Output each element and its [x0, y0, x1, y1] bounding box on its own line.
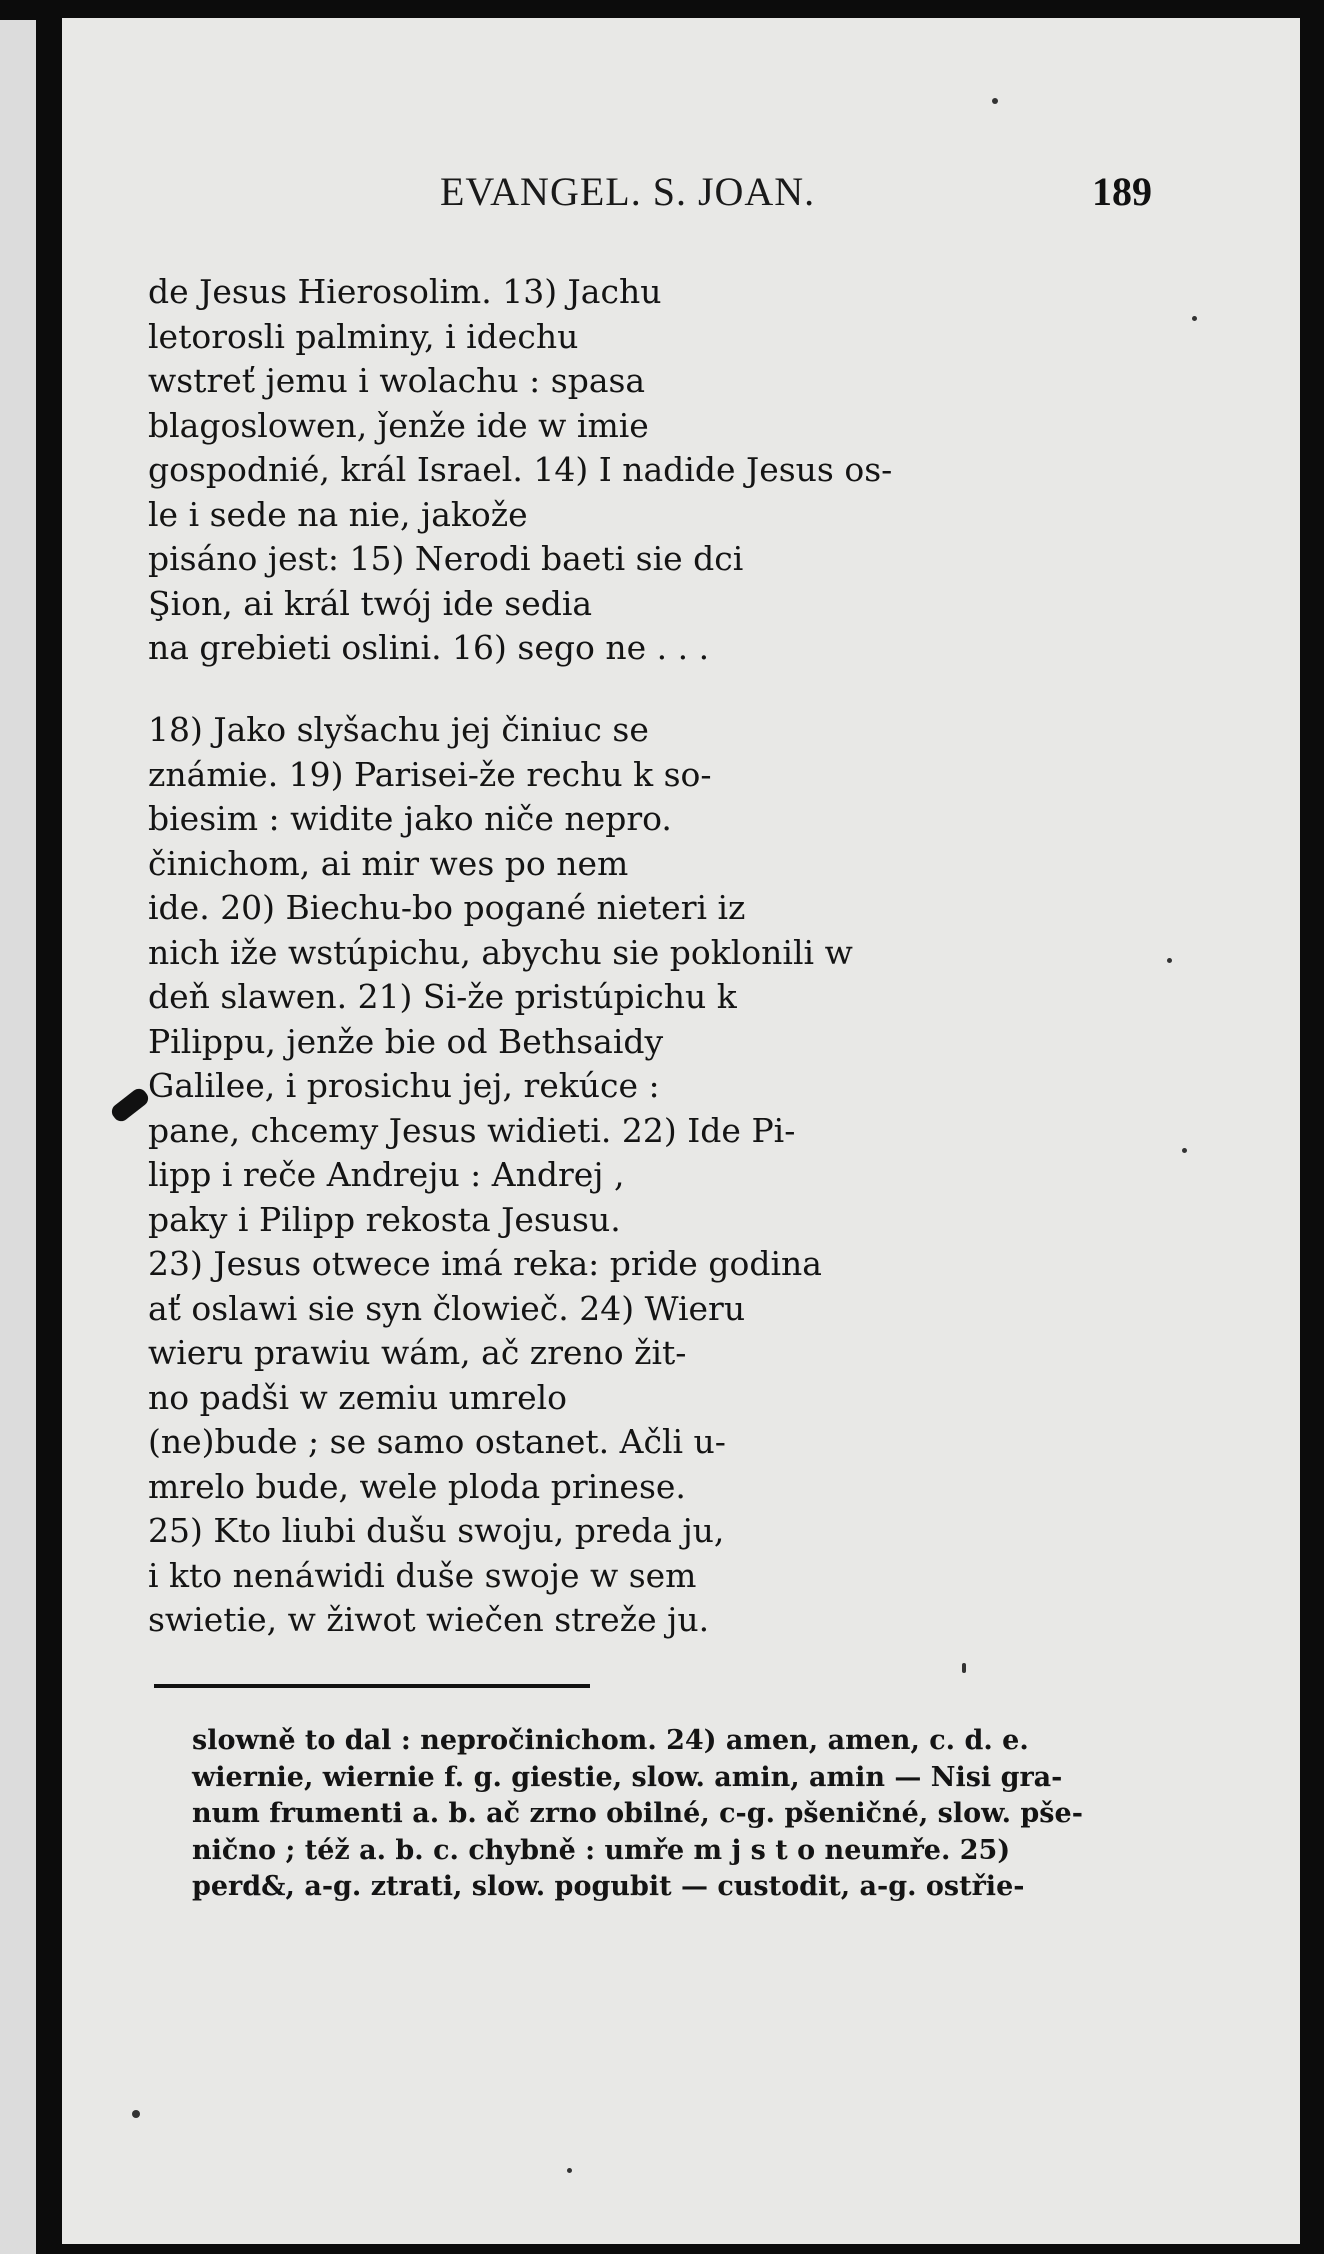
paper-speck: [992, 98, 998, 104]
body-paragraph-1: [148, 270, 892, 671]
body-paragraph-2: [148, 708, 853, 1643]
text-line: i kto nenáwidi duše swoje w sem: [148, 1555, 697, 1595]
adjacent-page-edge: [0, 20, 36, 2254]
page-header: [62, 168, 1300, 228]
paper-speck: [962, 1663, 966, 1673]
footnotes: [192, 1723, 1242, 1906]
page-number: 189: [1092, 169, 1152, 214]
running-title: EVANGEL. S. JOAN.: [440, 169, 816, 214]
text-line: letorosli palminy, i idechu: [148, 316, 579, 356]
text-line: wstreť jemu i wolachu : spasa: [148, 361, 646, 400]
footnote-line: slowně to dal : neprоčinichom. 24) amen, amen, c. d. e.: [192, 1725, 1029, 1756]
text-line: blagoslowen, ǰenže ide w imie: [148, 405, 649, 445]
paper-speck: [132, 2110, 140, 2118]
text-line: paky i Pilipp rekosta Jesusu.: [148, 1199, 621, 1239]
text-line: 23) Jesus otwece imá reka: pride godina: [148, 1244, 822, 1283]
text-line: pane, chcemy Jesus widieti. 22) Ide Pi-: [148, 1110, 796, 1150]
text-line: činichom, ai mir wes po nem: [148, 843, 629, 883]
text-line: (ne)bude ; se samo ostanet. Ačli u-: [148, 1422, 726, 1461]
text-line: na grebieti oslini. 16) sego ne . . .: [148, 628, 710, 667]
text-line: ide. 20) Biechu-bo pogané nieteri iz: [148, 888, 746, 927]
text-line: swietie, w žiwot wiečen streže ju.: [148, 1600, 710, 1639]
paper-speck: [1192, 316, 1197, 321]
text-line: pisáno jest: 15) Nerodi baeti sie dci: [148, 539, 744, 578]
text-line: deň slawen. 21) Si-že pristúpichu k: [148, 977, 737, 1016]
text-line: 18) Jako slyšachu jej činiuc se: [148, 710, 649, 749]
footnote-line: perd&, a-g. ztrati, slow. pogubit — custodit, a-g. ostřie-: [192, 1871, 1025, 1902]
text-line: mrelo bude, wele ploda prinese.: [148, 1466, 686, 1506]
text-line: no padši w zemiu umrelo: [148, 1377, 568, 1417]
footnote-divider: [154, 1684, 590, 1688]
text-line: lipp i reče Andreju : Andrej ,: [148, 1155, 625, 1194]
text-line: biesim : widite jako niče nepro.: [148, 799, 672, 838]
text-line: Galilee, i prosichu jej, rekúce :: [148, 1066, 660, 1105]
paper-speck: [567, 2168, 572, 2173]
text-line: gospodnié, král Israel. 14) I nadide Jesus os-: [148, 450, 893, 489]
footnote-line: num frumenti a. b. ač zrno obilné, c-g. pšeničné, slow. pše-: [192, 1798, 1083, 1829]
text-line: de Jesus Hierosolim. 13) Jachu: [148, 272, 662, 311]
text-line: ať oslawi sie syn člowieč. 24) Wieru: [148, 1288, 746, 1328]
text-line: známie. 19) Parisei-že rechu k so-: [148, 754, 712, 794]
paper-speck: [1182, 1148, 1187, 1153]
text-line: nich iže wstúpichu, abychu sie poklonili w: [148, 932, 853, 972]
text-line: le i sede na nie, jakože: [148, 494, 528, 534]
text-line: Pilippu, jenže bie od Bethsaidy: [148, 1021, 664, 1061]
text-line: Şion, ai král twój ide sedia: [148, 583, 593, 623]
book-page: [62, 18, 1300, 2244]
footnote-line: wiernie, wiernie f. g. giestie, slow. amin, amin — Nisi gra-: [192, 1761, 1063, 1793]
text-line: wieru prawiu wám, ač zreno žit-: [148, 1333, 687, 1372]
ink-smudge: [109, 1086, 152, 1125]
footnote-line: nično ; též a. b. c. chybně : umře m j s t o neumře. 25): [192, 1834, 1011, 1866]
paper-speck: [1167, 958, 1172, 963]
text-line: 25) Kto liubi dušu swoju, preda ju,: [148, 1511, 725, 1550]
